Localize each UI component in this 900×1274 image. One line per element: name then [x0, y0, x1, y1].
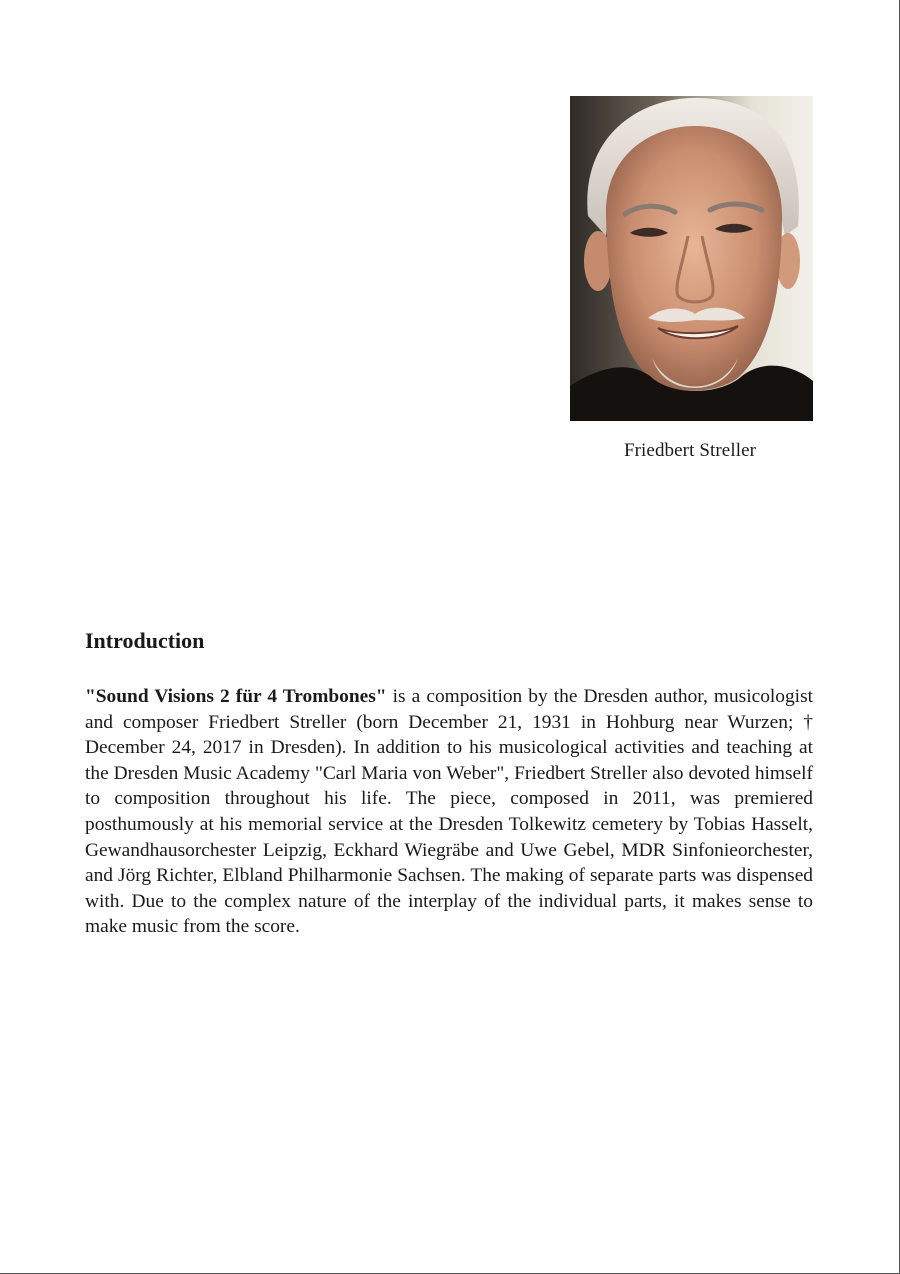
section-heading: Introduction [85, 628, 205, 653]
introduction-paragraph [85, 684, 813, 940]
introduction-body: is a composition by the Dresden author, musicologist and composer Friedbert Streller (born December 21, 1931 in Hohburg near Wurzen; † December 24, 2017 in Dresden). In addition to his musicological activities and teaching at the Dresden Music Academy "Carl Maria von Weber", Friedbert Streller also devoted himself to composition throughout his life. The piece, composed in 2011, was premiered posthumously at his memorial service at the Dresden Tolkewitz cemetery by Tobias Hasselt, Gewandhausorchester Leipzig, Eckhard Wiegräbe and Uwe Gebel, MDR Sinfonieorchester, and Jörg Richter, Elbland Philharmonie Sachsen. The making of separate parts was dispensed with. Due to the complex nature of the interplay of the individual parts, it makes sense to make music from the score. [85, 686, 814, 938]
portrait-photo [570, 96, 813, 421]
portrait-illustration [570, 96, 813, 421]
piece-title: "Sound Visions 2 für 4 Trombones" [85, 686, 387, 707]
portrait-caption: Friedbert Streller [623, 440, 757, 461]
